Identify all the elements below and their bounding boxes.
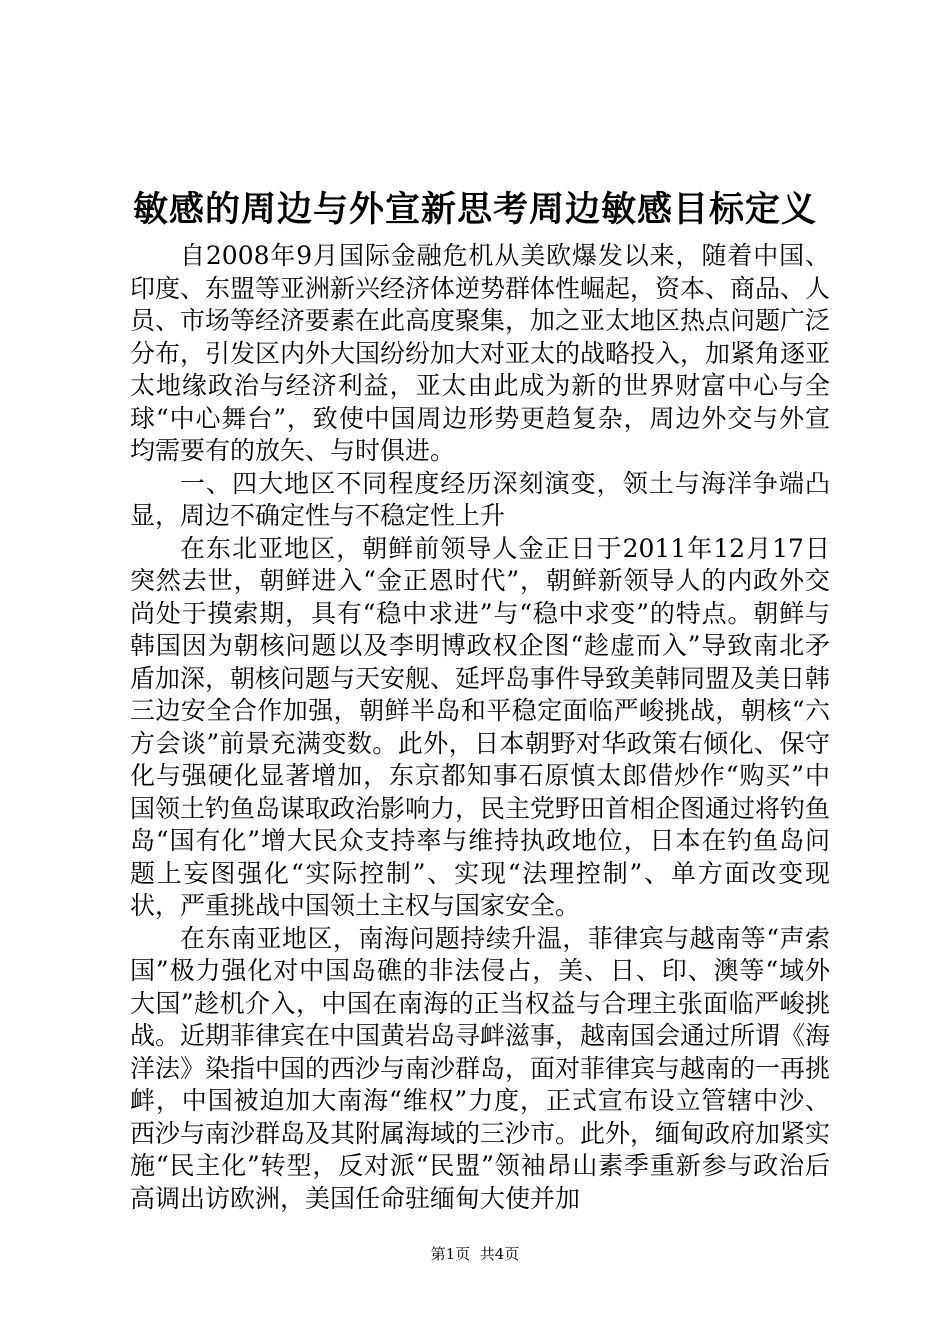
document-body <box>130 240 830 1215</box>
document-title: 敏感的周边与外宣新思考周边敏感目标定义 <box>132 189 817 230</box>
paragraph-intro: 自2008年9月国际金融危机从美欧爆发以来，随着中国、印度、东盟等亚洲新兴经济体逆势群体性崛起，资本、商品、人员、市场等经济要素在此高度聚集，加之亚太地区热点问题广泛分布，引发区内外大国纷纷加大对亚太的战略投入，加紧角逐亚太地缘政治与经济利益，亚太由此成为新的世界财富中心与全球“中心舞台”，致使中国周边形势更趋复杂，周边外交与外宣均需要有的放矢、与时俱进。 <box>130 241 831 465</box>
paragraph-section-heading: 一、四大地区不同程度经历深刻演变，领土与海洋争端凸显，周边不确定性与不稳定性上升 <box>130 468 830 530</box>
page-number: 第1页 <box>430 1245 471 1263</box>
page-footer <box>0 1244 950 1264</box>
page-total: 共4页 <box>479 1245 520 1263</box>
paragraph-southeast-asia: 在东南亚地区，南海问题持续升温，菲律宾与越南等“声索国”极力强化对中国岛礁的非法侵占，美、日、印、澳等“域外大国”趁机介入，中国在南海的正当权益与合理主张面临严峻挑战。近期菲律宾在中国黄岩岛寻衅滋事，越南国会通过所谓《海洋法》染指中国的西沙与南沙群岛，面对菲律宾与越南的一再挑衅，中国被迫加大南海“维权”力度，正式宣布设立管辖中沙、西沙与南沙群岛及其附属海域的三沙市。此外，缅甸政府加紧实施“民主化”转型，反对派“民盟”领袖昂山素季重新参与政治后高调出访欧洲，美国任命驻缅甸大使并加 <box>130 923 831 1213</box>
paragraph-northeast-asia: 在东北亚地区，朝鲜前领导人金正日于2011年12月17日突然去世，朝鲜进入“金正恩时代”，朝鲜新领导人的内政外交尚处于摸索期，具有“稳中求进”与“稳中求变”的特点。朝鲜与韩国因为朝核问题以及李明博政权企图“趁虚而入”导致南北矛盾加深，朝核问题与天安舰、延坪岛事件导致美韩同盟及美日韩三边安全合作加强，朝鲜半岛和平稳定面临严峻挑战，朝核“六方会谈”前景充满变数。此外，日本朝野对华政策右倾化、保守化与强硬化显著增加，东京都知事石原慎太郎借炒作“购买”中国领土钓鱼岛谋取政治影响力，民主党野田首相企图通过将钓鱼岛“国有化”增大民众支持率与维持执政地位，日本在钓鱼岛问题上妄图强化“实际控制”、实现“法理控制”、单方面改变现状，严重挑战中国领土主权与国家安全。 <box>130 533 831 920</box>
